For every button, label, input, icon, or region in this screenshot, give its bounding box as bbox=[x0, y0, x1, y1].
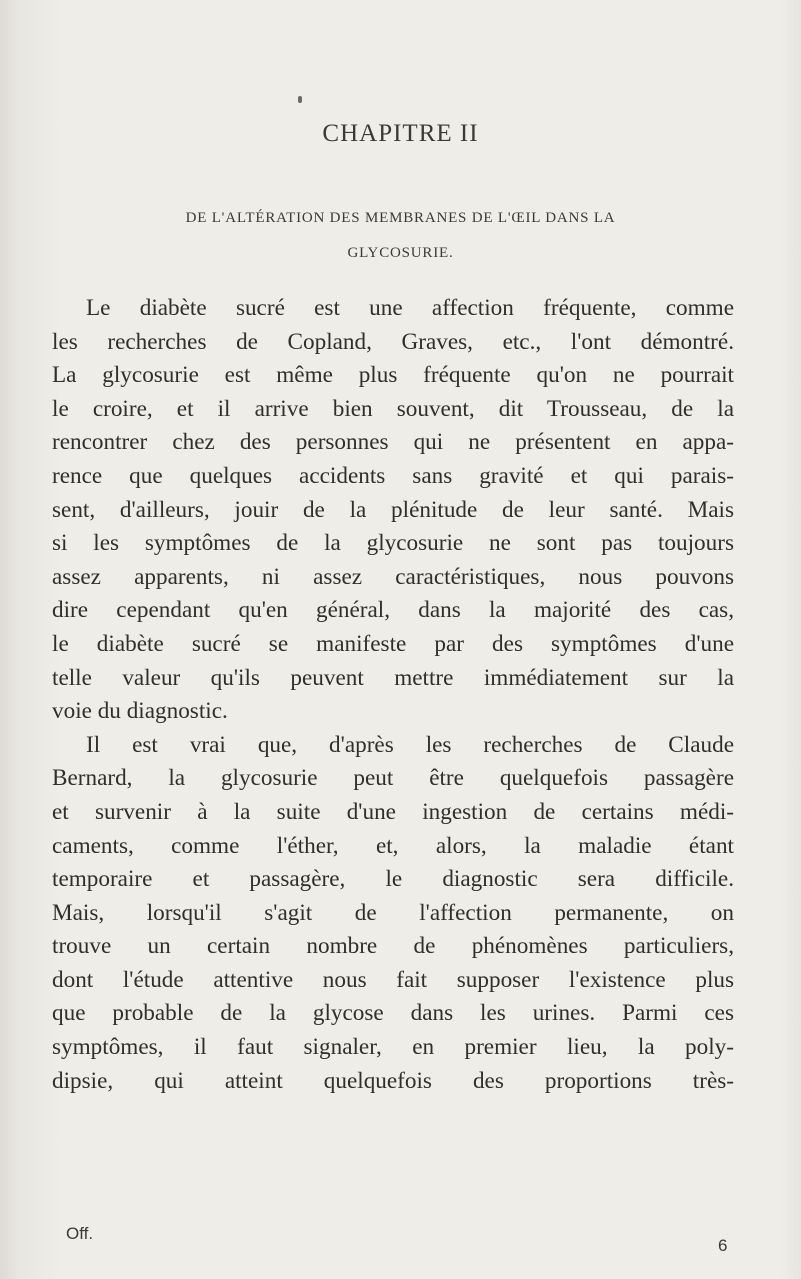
text-line: sent, d'ailleurs, jouir de la plénitude de leur santé. Mais bbox=[52, 496, 734, 523]
subtitle-line: GLYCOSURIE. bbox=[347, 245, 454, 261]
text-line: temporaire et passagère, le diagnostic sera difficile. bbox=[52, 866, 734, 893]
text-line: les recherches de Copland, Graves, etc., l'ont démontré. bbox=[52, 328, 734, 355]
subtitle-line: DE L'ALTÉRATION DES MEMBRANES DE L'ŒIL DANS LA bbox=[185, 210, 616, 226]
page-number: 6 bbox=[718, 1236, 728, 1255]
text-line: trouve un certain nombre de phénomènes particuliers, bbox=[52, 933, 734, 960]
text-line: le diabète sucré se manifeste par des symptômes d'une bbox=[52, 630, 734, 657]
ink-speck bbox=[298, 96, 302, 103]
text-line: le croire, et il arrive bien souvent, dit Trousseau, de la bbox=[52, 395, 734, 422]
text-line: La glycosurie est même plus fréquente qu'on ne pourrait bbox=[52, 362, 734, 389]
text-line: Mais, lorsqu'il s'agit de l'affection permanente, on bbox=[52, 899, 734, 926]
text-line: dont l'étude attentive nous fait supposer l'existence plus bbox=[52, 966, 734, 993]
text-line: rencontrer chez des personnes qui ne présentent en appa- bbox=[52, 429, 734, 456]
text-line: dipsie, qui atteint quelquefois des proportions très- bbox=[52, 1067, 734, 1094]
text-line: rence que quelques accidents sans gravité et qui parais- bbox=[52, 462, 734, 489]
chapter-title: CHAPITRE II bbox=[322, 120, 479, 147]
text-line: si les symptômes de la glycosurie ne sont pas toujours bbox=[52, 530, 734, 557]
text-line: dire cependant qu'en général, dans la majorité des cas, bbox=[52, 597, 734, 624]
text-line: telle valeur qu'ils peuvent mettre immédiatement sur la bbox=[52, 664, 734, 691]
body-text bbox=[52, 292, 734, 1098]
text-line: assez apparents, ni assez caractéristiques, nous pouvons bbox=[52, 563, 734, 590]
text-line: que probable de la glycose dans les urines. Parmi ces bbox=[52, 1000, 734, 1027]
signature-mark: Off. bbox=[66, 1224, 94, 1243]
text-line: caments, comme l'éther, et, alors, la maladie étant bbox=[52, 832, 734, 859]
chapter-subtitle bbox=[60, 201, 741, 271]
text-line: Il est vrai que, d'après les recherches de Claude bbox=[86, 731, 734, 758]
text-line: et survenir à la suite d'une ingestion de certains médi- bbox=[52, 798, 734, 825]
text-line: Le diabète sucré est une affection fréquente, comme bbox=[86, 295, 734, 321]
text-line: voie du diagnostic. bbox=[52, 698, 228, 725]
text-line: Bernard, la glycosurie peut être quelquefois passagère bbox=[52, 765, 734, 792]
text-line: symptômes, il faut signaler, en premier lieu, la poly- bbox=[52, 1034, 734, 1061]
